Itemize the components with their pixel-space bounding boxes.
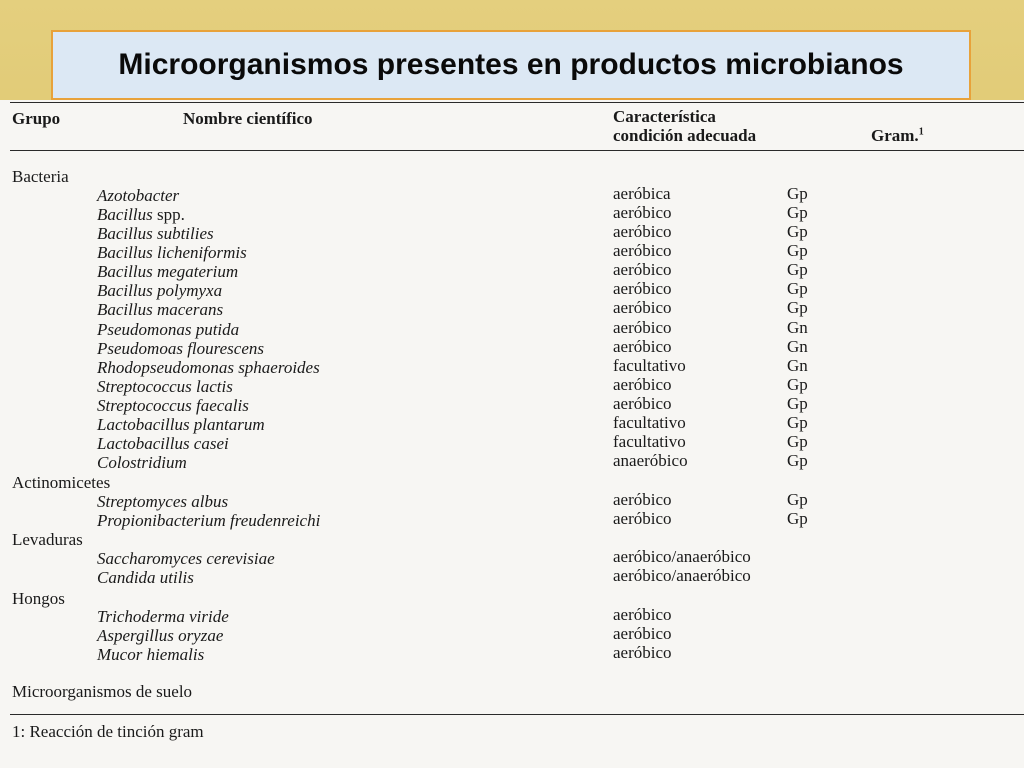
group-levaduras: Levaduras [12,530,83,549]
scientific-name-genus: Bacillus [97,205,153,224]
gram-reaction: Gn [787,356,808,375]
condition: aeróbico [613,203,672,222]
scientific-name: Colostridium [97,453,187,472]
gram-reaction: Gp [787,432,808,451]
condition: aeróbico [613,394,672,413]
condition: aeróbico/anaeróbico [613,566,751,585]
header-gram-footnote-mark: 1 [918,126,924,138]
top-rule [10,102,1024,103]
scientific-name: Lactobacillus plantarum [97,415,265,434]
header-rule [10,150,1024,151]
gram-reaction: Gp [787,298,808,317]
condition: aeróbica [613,184,671,203]
footnote: 1: Reacción de tinción gram [12,722,204,741]
condition: aeróbico [613,605,672,624]
condition: aeróbico [613,509,672,528]
condition: aeróbico [613,298,672,317]
condition: aeróbico [613,241,672,260]
scientific-name: Azotobacter [97,186,180,205]
header-gram-label: Gram. [871,126,919,145]
gram-reaction: Gn [787,337,808,356]
gram-reaction: Gp [787,279,808,298]
header-gram [871,126,924,145]
scientific-name: Bacillus macerans [97,300,224,319]
header-grupo: Grupo [12,109,61,128]
header-nombre: Nombre científico [183,109,313,128]
gram-reaction: Gp [787,509,808,528]
gram-reaction: Gp [787,184,808,203]
condition: aeróbico [613,643,672,662]
scientific-name: Streptomyces albus [97,492,229,511]
scientific-name: Rhodopseudomonas sphaeroides [97,358,320,377]
scientific-name: Aspergillus oryzae [97,626,224,645]
gram-reaction: Gp [787,451,808,470]
condition: aeróbico [613,624,672,643]
gram-reaction: Gp [787,490,808,509]
header-caracteristica: Característica [613,107,716,126]
gram-reaction: Gp [787,203,808,222]
condition: aeróbico [613,260,672,279]
condition: aeróbico [613,375,672,394]
scientific-name: Saccharomyces cerevisiae [97,549,275,568]
scientific-name: Streptococcus lactis [97,377,233,396]
group-hongos: Hongos [12,589,65,608]
footer-rule [10,714,1024,715]
condition: facultativo [613,432,686,451]
scientific-name: Mucor hiemalis [97,645,205,664]
condition: aeróbico [613,490,672,509]
condition: anaeróbico [613,451,688,470]
gram-reaction: Gp [787,260,808,279]
condition: aeróbico/anaeróbico [613,547,751,566]
gram-reaction: Gp [787,394,808,413]
scientific-name-suffix: spp. [152,205,185,224]
group-bacteria: Bacteria [12,167,69,186]
condition: facultativo [613,356,686,375]
scientific-name: Propionibacterium freudenreichi [97,511,321,530]
gram-reaction: Gp [787,222,808,241]
condition: aeróbico [613,222,672,241]
gram-reaction: Gp [787,413,808,432]
scientific-name: Bacillus megaterium [97,262,239,281]
scientific-name: Bacillus subtilies [97,224,214,243]
gram-reaction: Gp [787,375,808,394]
scientific-name: Candida utilis [97,568,194,587]
scientific-name: Trichoderma viride [97,607,229,626]
scientific-name: Bacillus licheniformis [97,243,247,262]
header-condicion: condición adecuada [613,126,757,145]
condition: aeróbico [613,337,672,356]
gram-reaction: Gn [787,318,808,337]
condition: facultativo [613,413,686,432]
group-actinomicetes: Actinomicetes [12,473,111,492]
condition: aeróbico [613,318,672,337]
scientific-name: Bacillus polymyxa [97,281,223,300]
scientific-name: Pseudomonas putida [97,320,240,339]
scientific-name: Pseudomoas flourescens [97,339,264,358]
scientific-name: Lactobacillus casei [97,434,229,453]
scientific-name: Streptococcus faecalis [97,396,249,415]
slide-title-box [51,30,971,100]
group-suelo: Microorganismos de suelo [12,682,193,701]
gram-reaction: Gp [787,241,808,260]
table-sheet [0,100,1024,768]
scientific-name [97,205,185,224]
slide-title: Microorganismos presentes en productos microbianos [118,48,904,81]
condition: aeróbico [613,279,672,298]
